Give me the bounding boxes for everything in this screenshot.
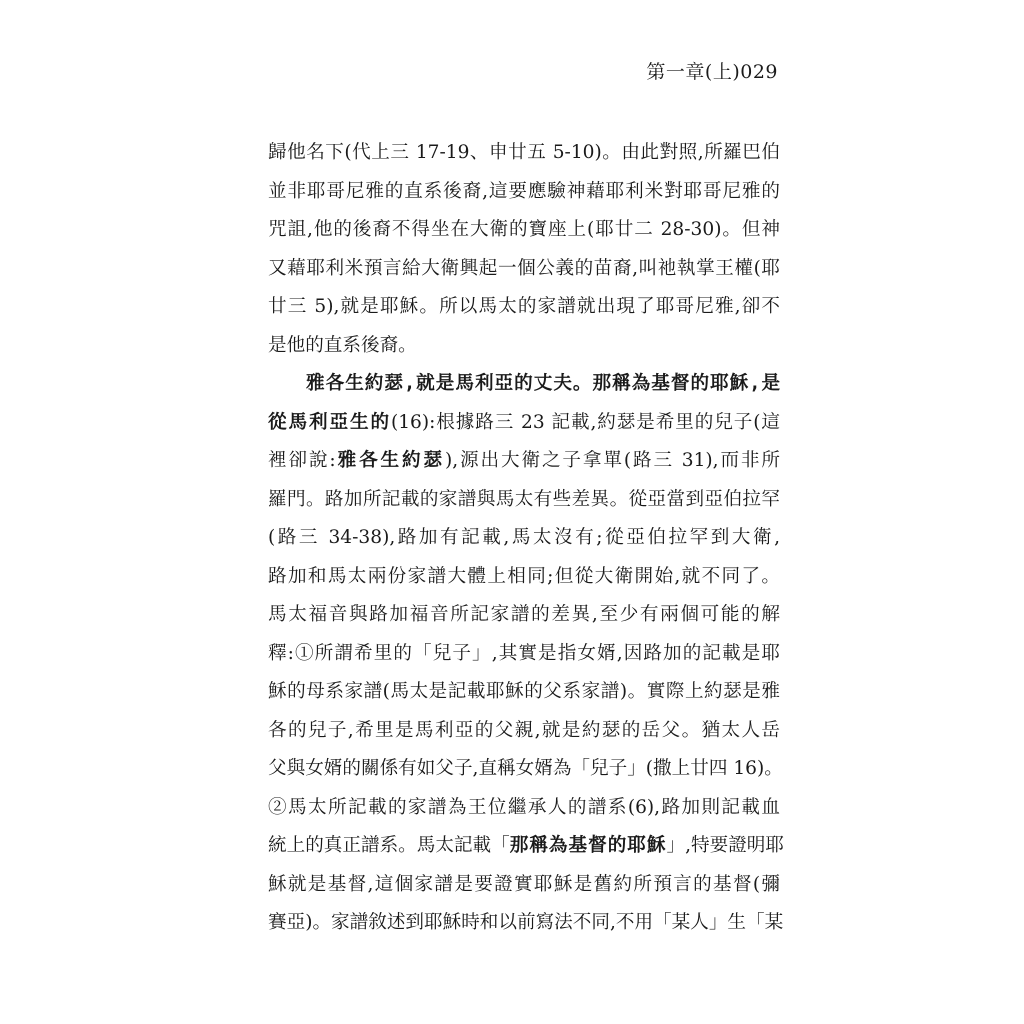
text-line: 釋:①所謂希里的「兒子」,其實是指女婿,因路加的記載是耶 [268, 642, 780, 664]
text-line: (路三 34-38),路加有記載,馬太沒有;從亞伯拉罕到大衛, [268, 527, 780, 548]
text-line: 是他的直系後裔。 [268, 334, 417, 356]
text-line: 咒詛,他的後裔不得坐在大衛的寶座上(耶廿二 28-30)。但神 [268, 219, 780, 240]
text-line: 穌的母系家譜(馬太是記載耶穌的父系家譜)。實際上約瑟是雅 [268, 681, 780, 702]
text-line: 各的兒子,希里是馬利亞的父親,就是約瑟的岳父。猶太人岳 [268, 719, 780, 741]
text-line: 歸他名下(代上三 17-19、申廿五 5-10)。由此對照,所羅巴伯 [268, 142, 780, 163]
text-line: ②馬太所記載的家譜為王位繼承人的譜系(6),路加則記載血 [268, 796, 780, 818]
text-line: 統上的真正譜系。馬太記載「那稱為基督的耶穌」,特要證明耶 [268, 835, 784, 856]
body-text [268, 134, 784, 943]
text-line: 又藉耶利米預言給大衛興起一個公義的苗裔,叫祂執掌王權(耶 [268, 257, 780, 279]
text-line: 路加和馬太兩份家譜大體上相同;但從大衛開始,就不同了。 [268, 565, 780, 587]
scripture-quote-line: 雅各生約瑟,就是馬利亞的丈夫。那稱為基督的耶穌,是 [306, 373, 782, 394]
scripture-quote: 那稱為基督的耶穌 [509, 835, 667, 856]
running-head: 第一章(上)029 [646, 61, 778, 83]
text-line: 馬太福音與路加福音所記家譜的差異,至少有兩個可能的解 [268, 604, 780, 625]
text-line: 父與女婿的關係有如父子,直稱女婿為「兒子」(撒上廿四 16)。 [268, 758, 783, 779]
text-line: 從馬利亞生的(16):根據路三 23 記載,約瑟是希里的兒子(這 [268, 411, 780, 433]
text-line: 穌就是基督,這個家譜是要證實耶穌是舊約所預言的基督(彌 [268, 873, 780, 895]
scripture-quote: 雅各生約瑟 [335, 450, 445, 471]
text-line: 並非耶哥尼雅的直系後裔,這要應驗神藉耶利米對耶哥尼雅的 [268, 180, 780, 202]
text-line: 羅門。路加所記載的家譜與馬太有些差異。從亞當到亞伯拉罕 [268, 488, 780, 510]
text-line: 裡卻說:雅各生約瑟),源出大衛之子拿單(路三 31),而非所 [268, 450, 780, 471]
text-line: 廿三 5),就是耶穌。所以馬太的家譜就出現了耶哥尼雅,卻不 [268, 296, 780, 317]
text-line: 賽亞)。家譜敘述到耶穌時和以前寫法不同,不用「某人」生「某 [268, 912, 784, 933]
scripture-quote: 從馬利亞生的 [268, 411, 391, 433]
